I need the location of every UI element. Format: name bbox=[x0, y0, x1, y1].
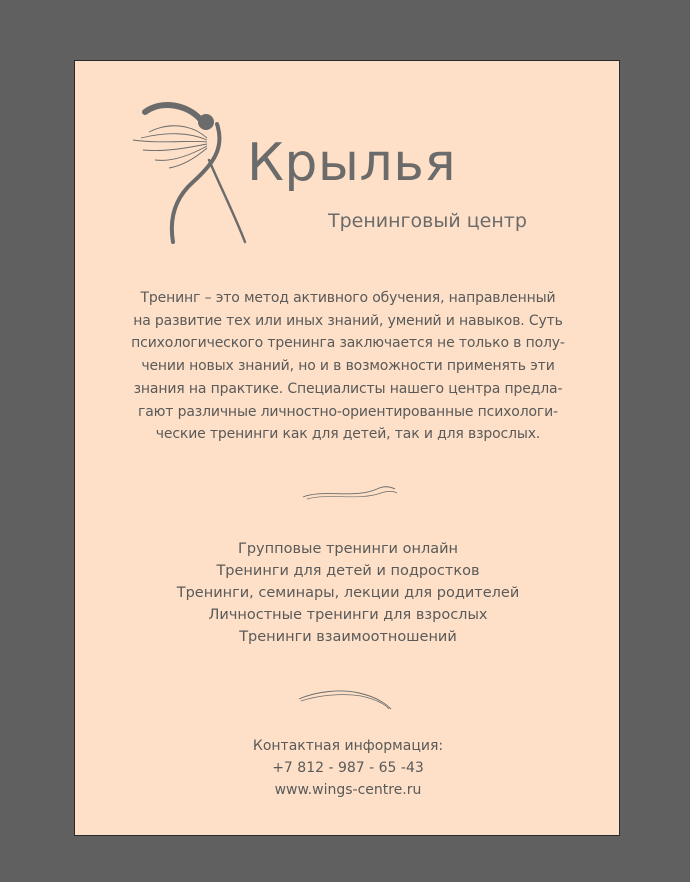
list-item: Личностные тренинги для взрослых bbox=[208, 607, 488, 623]
flyer-page bbox=[74, 60, 620, 836]
wing-flourish-icon bbox=[297, 687, 397, 711]
intro-line: гают различные личностно-ориентированные психологи- bbox=[138, 403, 558, 420]
brand-subtitle: Тренинговый центр bbox=[328, 210, 527, 232]
wing-flourish-icon bbox=[299, 479, 399, 503]
services-list bbox=[115, 538, 581, 648]
contact-heading: Контактная информация: bbox=[252, 738, 444, 754]
intro-line: на развитие тех или иных знаний, умений и навыков. Суть bbox=[133, 312, 563, 329]
intro-line: психологического тренинга заключается не только в полу- bbox=[131, 335, 565, 352]
intro-line: чении новых знаний, но и в возможности применять эти bbox=[141, 358, 555, 375]
list-item: Тренинги, семинары, лекции для родителей bbox=[176, 585, 520, 601]
intro-line: ческие тренинги как для детей, так и для взрослых. bbox=[155, 426, 541, 443]
list-item: Тренинги взаимоотношений bbox=[239, 629, 457, 645]
list-item: Групповые тренинги онлайн bbox=[238, 541, 458, 557]
intro-paragraph bbox=[115, 287, 581, 446]
list-item: Тренинги для детей и подростков bbox=[216, 563, 480, 579]
intro-line: знания на практике. Специалисты нашего центра предла- bbox=[133, 380, 563, 397]
intro-line: Тренинг – это метод активного обучения, направленный bbox=[140, 290, 556, 306]
contact-phone: +7 812 - 987 - 65 -43 bbox=[272, 760, 424, 776]
contact-website: www.wings-centre.ru bbox=[274, 782, 422, 798]
contact-info bbox=[115, 735, 581, 801]
brand-name: Крылья bbox=[247, 133, 457, 193]
